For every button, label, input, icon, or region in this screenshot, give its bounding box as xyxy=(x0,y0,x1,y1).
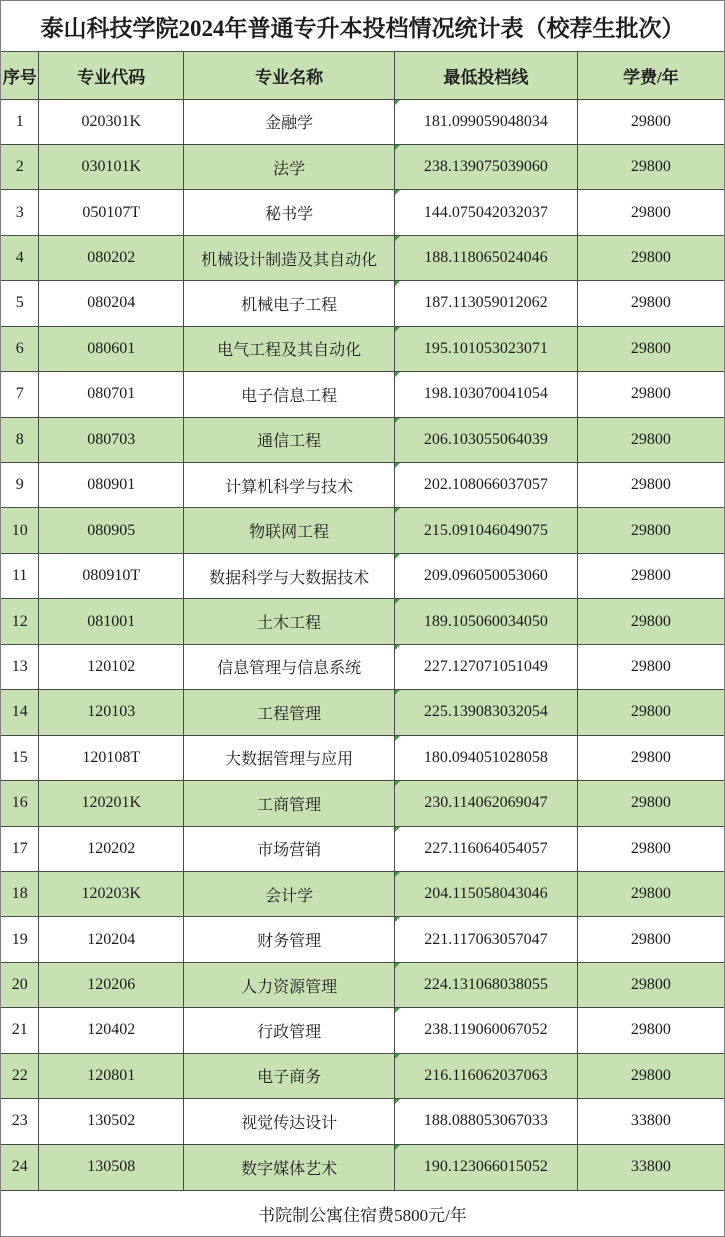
cell-major-text: 计算机科学与技术 xyxy=(225,478,354,496)
cell-tuition xyxy=(577,235,724,280)
error-indicator-triangle-icon xyxy=(395,1099,400,1104)
cell-tuition xyxy=(577,917,724,962)
cell-no-text: 6 xyxy=(15,339,24,357)
admission-table xyxy=(1,52,724,1190)
cell-no-text: 20 xyxy=(11,976,28,994)
cell-no-text: 10 xyxy=(11,521,28,539)
cell-code xyxy=(39,1099,184,1144)
cell-major-text: 物联网工程 xyxy=(249,524,330,542)
error-indicator-triangle-icon xyxy=(395,917,400,922)
cell-score-text: 221.117063057047 xyxy=(424,930,548,948)
table-row xyxy=(1,1053,724,1098)
table-row xyxy=(1,281,724,326)
table-row xyxy=(1,553,724,598)
cell-major xyxy=(184,962,395,1007)
cell-major xyxy=(184,690,395,735)
error-indicator-triangle-icon xyxy=(395,827,400,832)
cell-tuition xyxy=(577,1053,724,1098)
cell-code-text: 120201K xyxy=(81,794,142,812)
cell-no xyxy=(1,1008,39,1053)
cell-code-text: 130508 xyxy=(87,1158,136,1176)
cell-no xyxy=(1,372,39,417)
cell-tuition-text: 29800 xyxy=(630,385,671,403)
cell-no xyxy=(1,281,39,326)
error-indicator-triangle-icon xyxy=(395,736,400,741)
cell-major-text: 市场营销 xyxy=(257,842,322,860)
cell-tuition-text: 29800 xyxy=(630,1021,671,1039)
cell-no-text: 13 xyxy=(11,657,28,675)
cell-major-text: 法学 xyxy=(273,160,306,178)
cell-no-text: 9 xyxy=(15,476,24,494)
error-indicator-triangle-icon xyxy=(395,236,400,241)
cell-major-text: 机械电子工程 xyxy=(241,296,338,314)
cell-major-text: 金融学 xyxy=(265,115,314,133)
cell-no-text: 11 xyxy=(12,567,28,585)
cell-major-text: 电子商务 xyxy=(257,1069,322,1087)
table-row xyxy=(1,735,724,780)
cell-score xyxy=(395,644,578,689)
footer-note: 书院制公寓住宿费5800元/年 xyxy=(1,1190,724,1237)
cell-tuition xyxy=(577,871,724,916)
cell-score-text: 188.088053067033 xyxy=(423,1112,548,1130)
cell-tuition-text: 29800 xyxy=(630,703,671,721)
cell-tuition-text: 29800 xyxy=(630,748,671,766)
cell-tuition xyxy=(577,962,724,1007)
cell-no xyxy=(1,508,39,553)
table-row xyxy=(1,871,724,916)
table-row xyxy=(1,1099,724,1144)
cell-score-text: 202.108066037057 xyxy=(423,476,548,494)
cell-major xyxy=(184,281,395,326)
cell-code-text: 080901 xyxy=(87,476,136,494)
cell-tuition xyxy=(577,99,724,144)
cell-tuition-text: 29800 xyxy=(630,521,671,539)
cell-major xyxy=(184,1144,395,1189)
table-header xyxy=(1,52,724,99)
cell-major xyxy=(184,599,395,644)
cell-no xyxy=(1,417,39,462)
error-indicator-triangle-icon xyxy=(395,418,400,423)
cell-score-text: 144.075042032037 xyxy=(423,203,548,221)
cell-no xyxy=(1,917,39,962)
cell-score xyxy=(395,690,578,735)
cell-no xyxy=(1,690,39,735)
cell-code xyxy=(39,553,184,598)
cell-tuition xyxy=(577,690,724,735)
cell-score xyxy=(395,417,578,462)
cell-score-text: 216.116062037063 xyxy=(424,1066,548,1084)
cell-code-text: 080701 xyxy=(87,385,136,403)
cell-score xyxy=(395,144,578,189)
cell-major-text: 大数据管理与应用 xyxy=(225,751,354,769)
cell-code xyxy=(39,781,184,826)
cell-code xyxy=(39,417,184,462)
cell-no-text: 2 xyxy=(15,158,24,176)
cell-score-text: 206.103055064039 xyxy=(423,430,548,448)
cell-tuition xyxy=(577,781,724,826)
error-indicator-triangle-icon xyxy=(395,781,400,786)
cell-score-text: 230.114062069047 xyxy=(424,794,548,812)
cell-score-text: 187.113059012062 xyxy=(424,294,548,312)
cell-major xyxy=(184,508,395,553)
cell-major xyxy=(184,372,395,417)
cell-score xyxy=(395,826,578,871)
cell-tuition xyxy=(577,599,724,644)
cell-no xyxy=(1,962,39,1007)
cell-code xyxy=(39,871,184,916)
cell-code xyxy=(39,690,184,735)
cell-no-text: 5 xyxy=(15,294,24,312)
cell-no-text: 16 xyxy=(11,794,28,812)
cell-score-text: 204.115058043046 xyxy=(424,885,548,903)
cell-no-text: 1 xyxy=(15,112,24,130)
cell-code xyxy=(39,917,184,962)
cell-code xyxy=(39,99,184,144)
cell-major-text: 行政管理 xyxy=(257,1023,322,1041)
cell-score-text: 225.139083032054 xyxy=(423,703,548,721)
cell-no-text: 19 xyxy=(11,930,28,948)
cell-no-text: 8 xyxy=(15,430,24,448)
cell-score xyxy=(395,235,578,280)
cell-tuition-text: 29800 xyxy=(630,930,671,948)
cell-tuition xyxy=(577,417,724,462)
cell-no xyxy=(1,599,39,644)
cell-major-text: 人力资源管理 xyxy=(241,978,338,996)
error-indicator-triangle-icon xyxy=(395,281,400,286)
cell-no xyxy=(1,1053,39,1098)
cell-major xyxy=(184,553,395,598)
cell-tuition-text: 29800 xyxy=(630,249,671,267)
cell-no-text: 23 xyxy=(11,1112,28,1130)
cell-tuition xyxy=(577,1099,724,1144)
table-row xyxy=(1,190,724,235)
cell-code xyxy=(39,235,184,280)
cell-tuition-text: 29800 xyxy=(630,839,671,857)
cell-score xyxy=(395,99,578,144)
cell-score-text: 215.091046049075 xyxy=(423,521,548,539)
cell-tuition-text: 29800 xyxy=(630,158,671,176)
cell-tuition-text: 29800 xyxy=(630,294,671,312)
cell-major xyxy=(184,1053,395,1098)
header-cell-no: 序号 xyxy=(1,52,39,99)
cell-major-text: 电气工程及其自动化 xyxy=(217,342,362,360)
cell-score-text: 238.119060067052 xyxy=(424,1021,548,1039)
error-indicator-triangle-icon xyxy=(395,190,400,195)
cell-tuition xyxy=(577,553,724,598)
error-indicator-triangle-icon xyxy=(395,690,400,695)
table-row xyxy=(1,826,724,871)
cell-code xyxy=(39,1053,184,1098)
table-row xyxy=(1,599,724,644)
cell-code-text: 080910T xyxy=(82,567,141,585)
error-indicator-triangle-icon xyxy=(395,327,400,332)
cell-score-text: 198.103070041054 xyxy=(423,385,548,403)
cell-tuition-text: 29800 xyxy=(630,339,671,357)
error-indicator-triangle-icon xyxy=(395,1145,400,1150)
cell-score xyxy=(395,463,578,508)
cell-major-text: 会计学 xyxy=(265,887,314,905)
cell-score-text: 227.116064054057 xyxy=(424,839,548,857)
cell-tuition-text: 33800 xyxy=(630,1158,671,1176)
cell-tuition-text: 29800 xyxy=(630,430,671,448)
cell-score xyxy=(395,962,578,1007)
cell-tuition xyxy=(577,1008,724,1053)
cell-major xyxy=(184,99,395,144)
cell-code xyxy=(39,508,184,553)
cell-no-text: 7 xyxy=(15,385,24,403)
cell-major-text: 数据科学与大数据技术 xyxy=(209,569,370,587)
cell-code-text: 080601 xyxy=(87,339,136,357)
table-row xyxy=(1,1008,724,1053)
cell-code-text: 030101K xyxy=(81,158,142,176)
cell-tuition-text: 29800 xyxy=(630,476,671,494)
cell-score xyxy=(395,781,578,826)
cell-code-text: 080204 xyxy=(87,294,136,312)
table-body xyxy=(1,99,724,1190)
error-indicator-triangle-icon xyxy=(395,963,400,968)
cell-code xyxy=(39,735,184,780)
cell-no-text: 15 xyxy=(11,748,28,766)
cell-score xyxy=(395,599,578,644)
cell-score xyxy=(395,917,578,962)
cell-major-text: 数字媒体艺术 xyxy=(241,1160,338,1178)
cell-code-text: 120801 xyxy=(87,1066,136,1084)
cell-code-text: 120108T xyxy=(82,748,141,766)
cell-tuition xyxy=(577,1144,724,1189)
cell-code-text: 020301K xyxy=(81,112,142,130)
cell-major xyxy=(184,417,395,462)
cell-code-text: 081001 xyxy=(87,612,136,630)
cell-tuition xyxy=(577,281,724,326)
cell-major xyxy=(184,1099,395,1144)
table-row xyxy=(1,644,724,689)
cell-no xyxy=(1,826,39,871)
cell-tuition-text: 29800 xyxy=(630,657,671,675)
cell-code-text: 120202 xyxy=(87,839,136,857)
cell-major xyxy=(184,235,395,280)
cell-major xyxy=(184,781,395,826)
cell-code-text: 120204 xyxy=(87,930,136,948)
cell-major-text: 土木工程 xyxy=(257,615,322,633)
header-cell-score: 最低投档线 xyxy=(395,52,578,99)
cell-score xyxy=(395,1144,578,1189)
cell-score xyxy=(395,871,578,916)
cell-tuition-text: 29800 xyxy=(630,885,671,903)
cell-score xyxy=(395,372,578,417)
cell-tuition xyxy=(577,508,724,553)
error-indicator-triangle-icon xyxy=(395,1008,400,1013)
table-row xyxy=(1,508,724,553)
cell-tuition-text: 29800 xyxy=(630,612,671,630)
cell-score xyxy=(395,1053,578,1098)
cell-score-text: 190.123066015052 xyxy=(423,1158,548,1176)
cell-major-text: 机械设计制造及其自动化 xyxy=(201,251,378,269)
cell-tuition-text: 29800 xyxy=(630,112,671,130)
cell-no-text: 3 xyxy=(15,203,24,221)
cell-no-text: 18 xyxy=(11,885,28,903)
cell-code-text: 120103 xyxy=(87,703,136,721)
cell-no xyxy=(1,326,39,371)
cell-major-text: 秘书学 xyxy=(265,206,314,224)
cell-major xyxy=(184,463,395,508)
cell-major xyxy=(184,644,395,689)
cell-major-text: 通信工程 xyxy=(257,433,322,451)
cell-no xyxy=(1,235,39,280)
cell-tuition xyxy=(577,190,724,235)
table-row xyxy=(1,235,724,280)
cell-score-text: 195.101053023071 xyxy=(423,339,548,357)
cell-code xyxy=(39,190,184,235)
cell-tuition-text: 29800 xyxy=(630,794,671,812)
error-indicator-triangle-icon xyxy=(395,872,400,877)
cell-major-text: 工商管理 xyxy=(257,796,322,814)
cell-code xyxy=(39,144,184,189)
cell-code-text: 120206 xyxy=(87,976,136,994)
cell-code xyxy=(39,326,184,371)
cell-major xyxy=(184,144,395,189)
cell-score-text: 227.127071051049 xyxy=(423,657,548,675)
cell-major xyxy=(184,871,395,916)
cell-no xyxy=(1,1099,39,1144)
cell-major xyxy=(184,826,395,871)
cell-tuition-text: 33800 xyxy=(630,1112,671,1130)
error-indicator-triangle-icon xyxy=(395,645,400,650)
error-indicator-triangle-icon xyxy=(395,508,400,513)
cell-major-text: 电子信息工程 xyxy=(241,387,338,405)
cell-tuition xyxy=(577,463,724,508)
cell-tuition xyxy=(577,826,724,871)
cell-code-text: 120203K xyxy=(81,885,142,903)
cell-code xyxy=(39,962,184,1007)
error-indicator-triangle-icon xyxy=(395,599,400,604)
cell-score-text: 189.105060034050 xyxy=(423,612,548,630)
cell-no xyxy=(1,463,39,508)
cell-tuition xyxy=(577,144,724,189)
cell-major-text: 视觉传达设计 xyxy=(241,1114,338,1132)
cell-major xyxy=(184,1008,395,1053)
cell-no xyxy=(1,144,39,189)
cell-score-text: 181.099059048034 xyxy=(423,112,548,130)
cell-code xyxy=(39,644,184,689)
cell-code-text: 080905 xyxy=(87,521,136,539)
table-row xyxy=(1,417,724,462)
cell-code xyxy=(39,826,184,871)
cell-no-text: 24 xyxy=(11,1158,28,1176)
table-row xyxy=(1,372,724,417)
cell-major xyxy=(184,326,395,371)
table-row xyxy=(1,690,724,735)
cell-score-text: 188.118065024046 xyxy=(424,249,548,267)
cell-code-text: 080202 xyxy=(87,249,136,267)
table-row xyxy=(1,144,724,189)
cell-no xyxy=(1,1144,39,1189)
cell-no-text: 21 xyxy=(11,1021,28,1039)
cell-code xyxy=(39,463,184,508)
cell-score xyxy=(395,553,578,598)
cell-no xyxy=(1,190,39,235)
cell-no-text: 22 xyxy=(11,1066,28,1084)
header-row xyxy=(1,52,724,99)
cell-score xyxy=(395,735,578,780)
cell-major-text: 信息管理与信息系统 xyxy=(217,660,362,678)
cell-no xyxy=(1,644,39,689)
table-row xyxy=(1,917,724,962)
cell-code-text: 120402 xyxy=(87,1021,136,1039)
cell-no-text: 14 xyxy=(11,703,28,721)
error-indicator-triangle-icon xyxy=(395,372,400,377)
cell-no xyxy=(1,781,39,826)
cell-tuition xyxy=(577,326,724,371)
cell-code-text: 080703 xyxy=(87,430,136,448)
cell-tuition xyxy=(577,735,724,780)
cell-major xyxy=(184,735,395,780)
cell-tuition-text: 29800 xyxy=(630,203,671,221)
cell-no xyxy=(1,553,39,598)
cell-major xyxy=(184,190,395,235)
cell-tuition-text: 29800 xyxy=(630,567,671,585)
cell-code xyxy=(39,372,184,417)
cell-no-text: 17 xyxy=(11,839,28,857)
cell-major-text: 工程管理 xyxy=(257,705,322,723)
cell-score-text: 209.096050053060 xyxy=(423,567,548,585)
cell-tuition xyxy=(577,644,724,689)
cell-no xyxy=(1,99,39,144)
page-title: 泰山科技学院2024年普通专升本投档情况统计表（校荐生批次） xyxy=(1,1,724,52)
cell-tuition-text: 29800 xyxy=(630,976,671,994)
table-row xyxy=(1,1144,724,1189)
cell-code-text: 120102 xyxy=(87,657,136,675)
cell-no-text: 4 xyxy=(15,249,24,267)
table-row xyxy=(1,99,724,144)
cell-code xyxy=(39,281,184,326)
table-row xyxy=(1,781,724,826)
cell-score xyxy=(395,508,578,553)
error-indicator-triangle-icon xyxy=(395,554,400,559)
header-cell-major: 专业名称 xyxy=(184,52,395,99)
table-row xyxy=(1,326,724,371)
cell-major-text: 财务管理 xyxy=(257,933,322,951)
cell-score-text: 238.139075039060 xyxy=(423,158,548,176)
cell-no xyxy=(1,735,39,780)
cell-score xyxy=(395,326,578,371)
error-indicator-triangle-icon xyxy=(395,145,400,150)
cell-code xyxy=(39,1008,184,1053)
table-row xyxy=(1,463,724,508)
cell-code xyxy=(39,599,184,644)
cell-tuition xyxy=(577,372,724,417)
cell-score-text: 224.131068038055 xyxy=(423,976,548,994)
header-cell-code: 专业代码 xyxy=(39,52,184,99)
table-row xyxy=(1,962,724,1007)
cell-score xyxy=(395,1099,578,1144)
error-indicator-triangle-icon xyxy=(395,100,400,105)
cell-code-text: 130502 xyxy=(87,1112,136,1130)
cell-score-text: 180.094051028058 xyxy=(423,748,548,766)
cell-tuition-text: 29800 xyxy=(630,1066,671,1084)
cell-code-text: 050107T xyxy=(82,203,141,221)
cell-code xyxy=(39,1144,184,1189)
cell-score xyxy=(395,1008,578,1053)
error-indicator-triangle-icon xyxy=(395,1054,400,1059)
error-indicator-triangle-icon xyxy=(395,463,400,468)
header-cell-tuition: 学费/年 xyxy=(577,52,724,99)
cell-major xyxy=(184,917,395,962)
cell-no xyxy=(1,871,39,916)
cell-score xyxy=(395,190,578,235)
cell-no-text: 12 xyxy=(11,612,28,630)
cell-score xyxy=(395,281,578,326)
